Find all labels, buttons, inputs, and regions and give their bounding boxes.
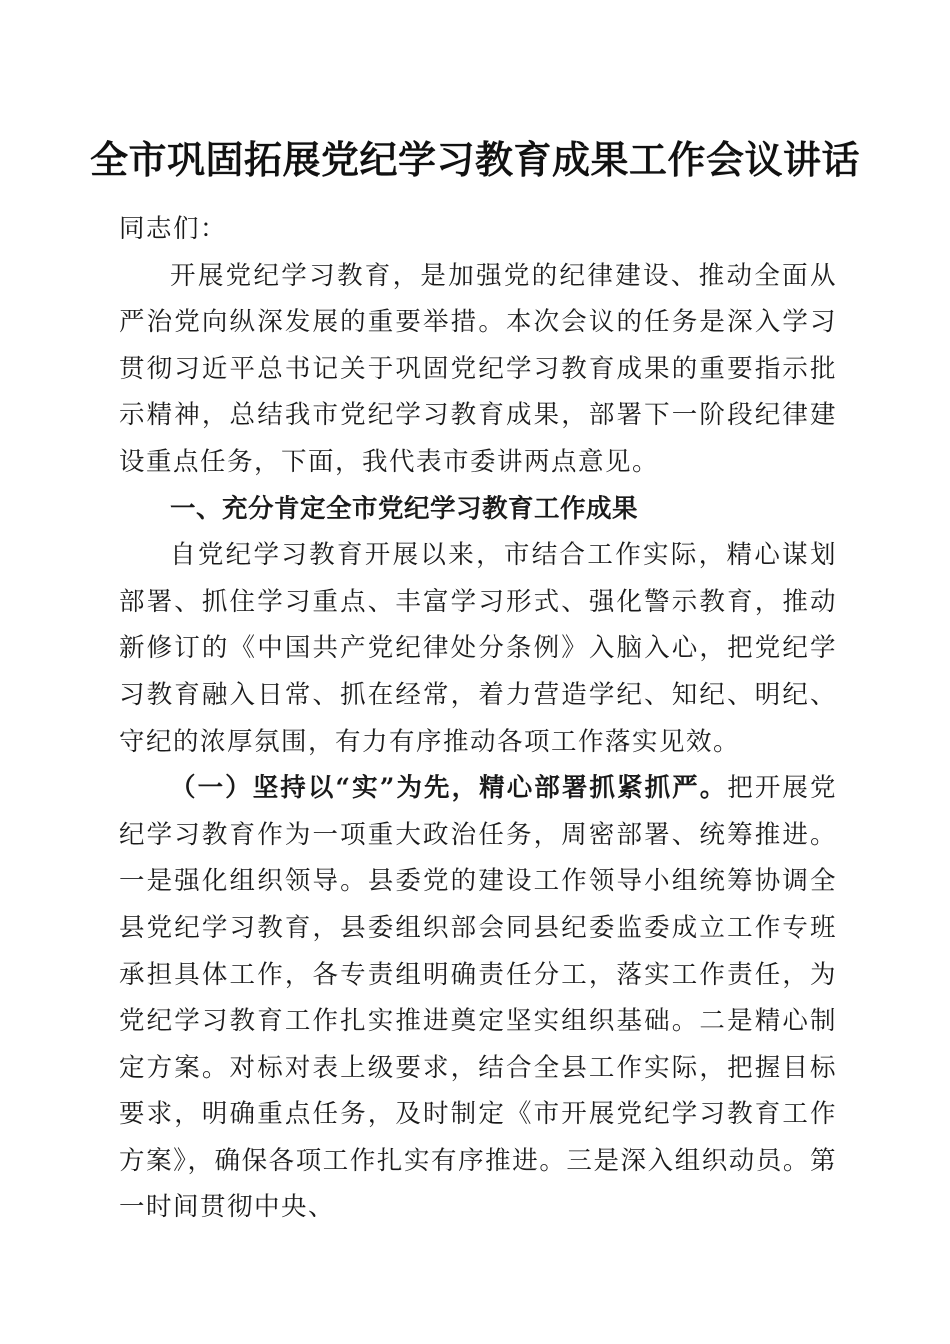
section-paragraph: 自党纪学习教育开展以来，市结合工作实际，精心谋划部署、抓住学习重点、丰富学习形式、强化警示教育，推动新修订的《中国共产党纪律处分条例》入脑入心，把党纪学习教育融入日常、抓在经常，着力营造学纪、知纪、明纪、守纪的浓厚氛围，有力有序推动各项工作落实见效。	[119, 540, 837, 757]
document-title: 全市巩固拓展党纪学习教育成果工作会议讲话	[89, 137, 860, 182]
document-body	[119, 206, 837, 1231]
subsection-paragraph	[119, 765, 837, 1231]
subsection-heading: （一）坚持以“实”为先，精心部署抓紧抓严。	[170, 773, 728, 804]
section-heading: 一、充分肯定全市党纪学习教育工作成果	[170, 493, 639, 524]
salutation: 同志们：	[119, 214, 228, 244]
subsection-body: 把开展党纪学习教育作为一项重大政治任务，周密部署、统筹推进。一是强化组织领导。县委党的建设工作领导小组统筹协调全县党纪学习教育，县委组织部会同县纪委监委成立工作专班承担具体工作，各专责组明确责任分工，落实工作责任，为党纪学习教育工作扎实推进奠定坚实组织基础。二是精心制定方案。对标对表上级要求，结合全县工作实际，把握目标要求，明确重点任务，及时制定《市开展党纪学习教育工作方案》，确保各项工作扎实有序推进。三是深入组织动员。第一时间贯彻中央、	[119, 773, 837, 1223]
intro-paragraph: 开展党纪学习教育，是加强党的纪律建设、推动全面从严治党向纵深发展的重要举措。本次会议的任务是深入学习贯彻习近平总书记关于巩固党纪学习教育成果的重要指示批示精神，总结我市党纪学习教育成果，部署下一阶段纪律建设重点任务，下面，我代表市委讲两点意见。	[119, 260, 837, 477]
